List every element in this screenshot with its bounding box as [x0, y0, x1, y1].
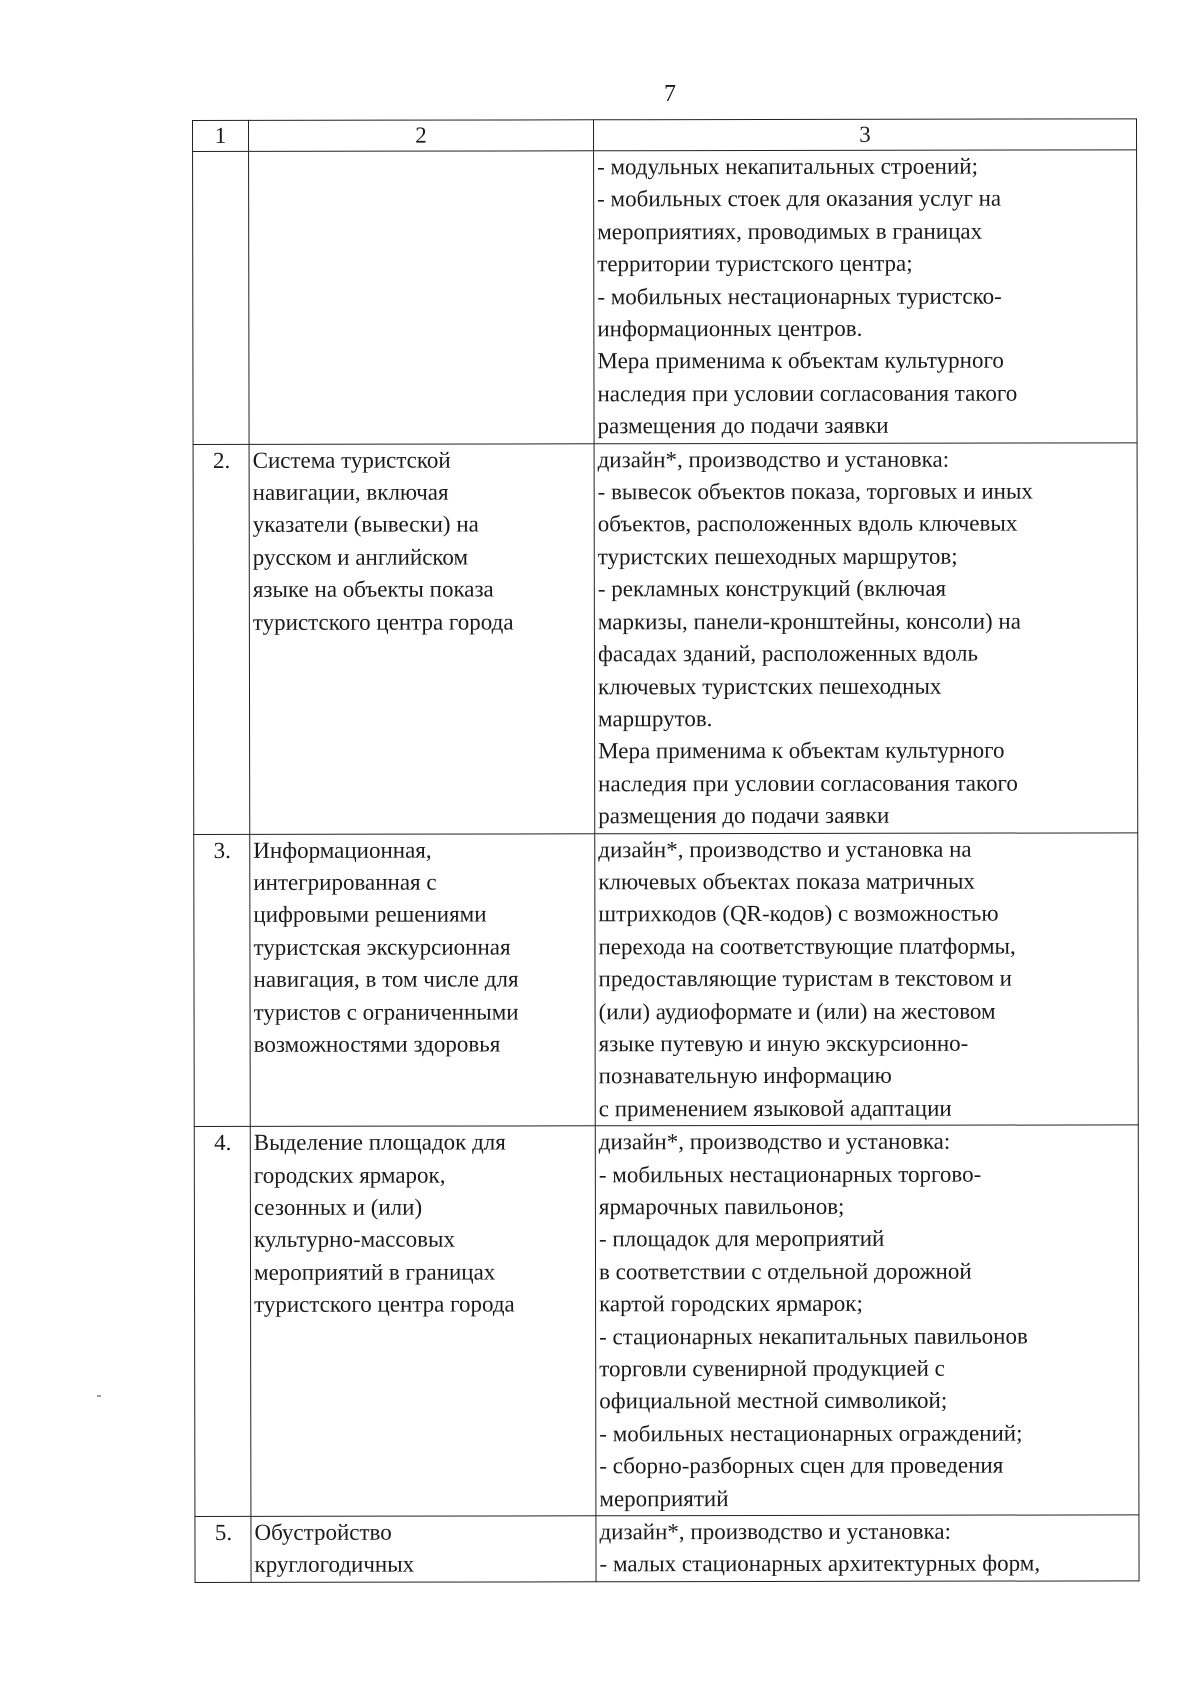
measure-description-line: дизайн*, производство и установка:: [598, 1128, 951, 1155]
page-number: 7: [664, 81, 676, 107]
measure-name: [251, 1516, 596, 1582]
measure-description-line: предоставляющие туристам в текстовом и: [598, 965, 1012, 992]
measure-description-line: - мобильных стоек для оказания услуг на: [597, 185, 1002, 212]
measure-description-line: ключевых объектах показа матричных: [598, 868, 975, 895]
row-number: 4.: [194, 1127, 251, 1517]
measure-name: [250, 833, 596, 1126]
table-row: [194, 832, 1139, 1126]
measure-description-line: дизайн*, производство и установка:: [599, 1518, 951, 1545]
table-body: [193, 150, 1139, 1583]
measure-description-line: - сборно-разборных сцен для проведения: [599, 1452, 1004, 1479]
measure-description-line: размещения до подачи заявки: [597, 413, 889, 439]
measure-description: [594, 443, 1138, 834]
measure-name: [249, 151, 595, 444]
column-header-2: 2: [249, 120, 594, 152]
measure-name-line: Система туристской: [252, 447, 451, 473]
measure-name-line: культурно-массовых: [253, 1226, 455, 1253]
measure-description-line: маркизы, панели-кронштейны, консоли) на: [597, 608, 1021, 634]
measure-description-line: - площадок для мероприятий: [598, 1226, 885, 1252]
measure-description: [595, 832, 1139, 1126]
table-row: [195, 1515, 1139, 1582]
scan-speck: [97, 1395, 101, 1397]
measure-description: [594, 150, 1138, 444]
measure-name-line: туристского центра города: [252, 609, 514, 635]
measure-description-line: (или) аудиоформате и (или) на жестовом: [598, 998, 996, 1024]
measure-description-line: туристских пешеходных маршрутов;: [597, 543, 958, 570]
row-number: [193, 151, 250, 444]
column-header-1: 1: [193, 120, 249, 151]
table-header-row: [193, 119, 1137, 152]
measure-description-line: объектов, расположенных вдоль ключевых: [597, 511, 1018, 537]
measure-name: [250, 1126, 596, 1516]
measure-name-line: возможностями здоровья: [253, 1031, 501, 1057]
measure-description-line: в соответствии с отдельной дорожной: [598, 1258, 972, 1285]
measures-table: [192, 118, 1140, 1583]
measure-description-line: мероприятий: [599, 1485, 729, 1511]
measure-description-line: фасадах зданий, расположенных вдоль: [597, 640, 979, 667]
measure-description-line: - стационарных некапитальных павильонов: [599, 1323, 1028, 1349]
measure-description-line: ярмарочных павильонов;: [598, 1193, 845, 1220]
measure-description-line: Мера применима к объектам культурного: [598, 737, 1005, 764]
table-row: [193, 150, 1138, 444]
row-number: 3.: [194, 834, 251, 1127]
measure-description-line: - мобильных нестационарных ограждений;: [599, 1420, 1023, 1447]
measure-name-line: сезонных и (или): [253, 1194, 423, 1220]
row-number: 5.: [195, 1516, 251, 1582]
measure-description-line: перехода на соответствующие платформы,: [598, 933, 1016, 960]
measure-name-line: интегрированная с: [253, 869, 437, 895]
measure-description-line: официальной местной символикой;: [599, 1388, 948, 1414]
measure-description-line: размещения до подачи заявки: [598, 802, 890, 829]
measure-name-line: Обустройство: [254, 1519, 392, 1545]
measure-description: [596, 1515, 1139, 1582]
measure-description-line: - модульных некапитальных строений;: [597, 153, 979, 180]
measure-name-line: туристов с ограниченными: [253, 998, 519, 1025]
measure-description-line: Мера применима к объектам культурного: [597, 348, 1004, 374]
measure-description-line: ключевых туристских пешеходных: [597, 673, 942, 699]
row-number: 2.: [193, 444, 250, 834]
measure-description-line: наследия при условии согласования такого: [597, 380, 1018, 407]
measure-description-line: дизайн*, производство и установка:: [597, 446, 950, 472]
measure-name: [249, 443, 595, 833]
measure-name-line: туристского центра города: [254, 1291, 515, 1318]
measure-name-line: навигация, в том числе для: [253, 966, 519, 993]
measure-name-line: указатели (вывески) на: [252, 511, 479, 538]
measure-name-line: круглогодичных: [254, 1552, 415, 1578]
measure-name-line: Информационная,: [253, 837, 432, 863]
measure-description-line: - мобильных нестационарных торгово-: [598, 1161, 982, 1187]
measure-description: [595, 1125, 1139, 1516]
measure-description-line: информационных центров.: [597, 315, 863, 342]
measure-name-line: мероприятий в границах: [253, 1259, 496, 1285]
measure-description-line: - рекламных конструкций (включая: [597, 575, 947, 602]
measure-description-line: - мобильных нестационарных туристско-: [597, 283, 1002, 309]
measure-name-line: городских ярмарок,: [253, 1162, 446, 1188]
measure-description-line: маршрутов.: [598, 705, 713, 732]
measure-name-line: туристская экскурсионная: [253, 934, 511, 960]
measure-name-line: цифровыми решениями: [253, 901, 487, 928]
measure-description-line: - малых стационарных архитектурных форм,: [599, 1550, 1041, 1577]
measure-name-line: навигации, включая: [252, 479, 449, 505]
measure-description-line: территории туристского центра;: [597, 250, 913, 277]
measure-name-line: русском и английском: [252, 544, 469, 570]
measure-description-line: дизайн*, производство и установка на: [598, 836, 972, 862]
measure-description-line: наследия при условии согласования такого: [598, 770, 1018, 797]
measure-description-line: штрихкодов (QR-кодов) с возможностью: [598, 900, 999, 927]
measure-description-line: мероприятиях, проводимых в границах: [597, 218, 983, 245]
measure-description-line: с применением языковой адаптации: [598, 1095, 952, 1122]
measure-description-line: торговли сувенирной продукцией с: [599, 1355, 945, 1382]
measure-name-line: языке на объекты показа: [252, 576, 494, 603]
table-row: [193, 443, 1138, 835]
measure-description-line: картой городских ярмарок;: [599, 1291, 863, 1317]
column-header-3: 3: [594, 119, 1137, 151]
measure-description-line: познавательную информацию: [598, 1063, 892, 1089]
measure-name-line: Выделение площадок для: [253, 1129, 506, 1156]
table-row: [194, 1125, 1139, 1517]
measure-description-line: языке путевую и иную экскурсионно-: [598, 1030, 969, 1057]
measure-description-line: - вывесок объектов показа, торговых и иных: [597, 478, 1033, 505]
